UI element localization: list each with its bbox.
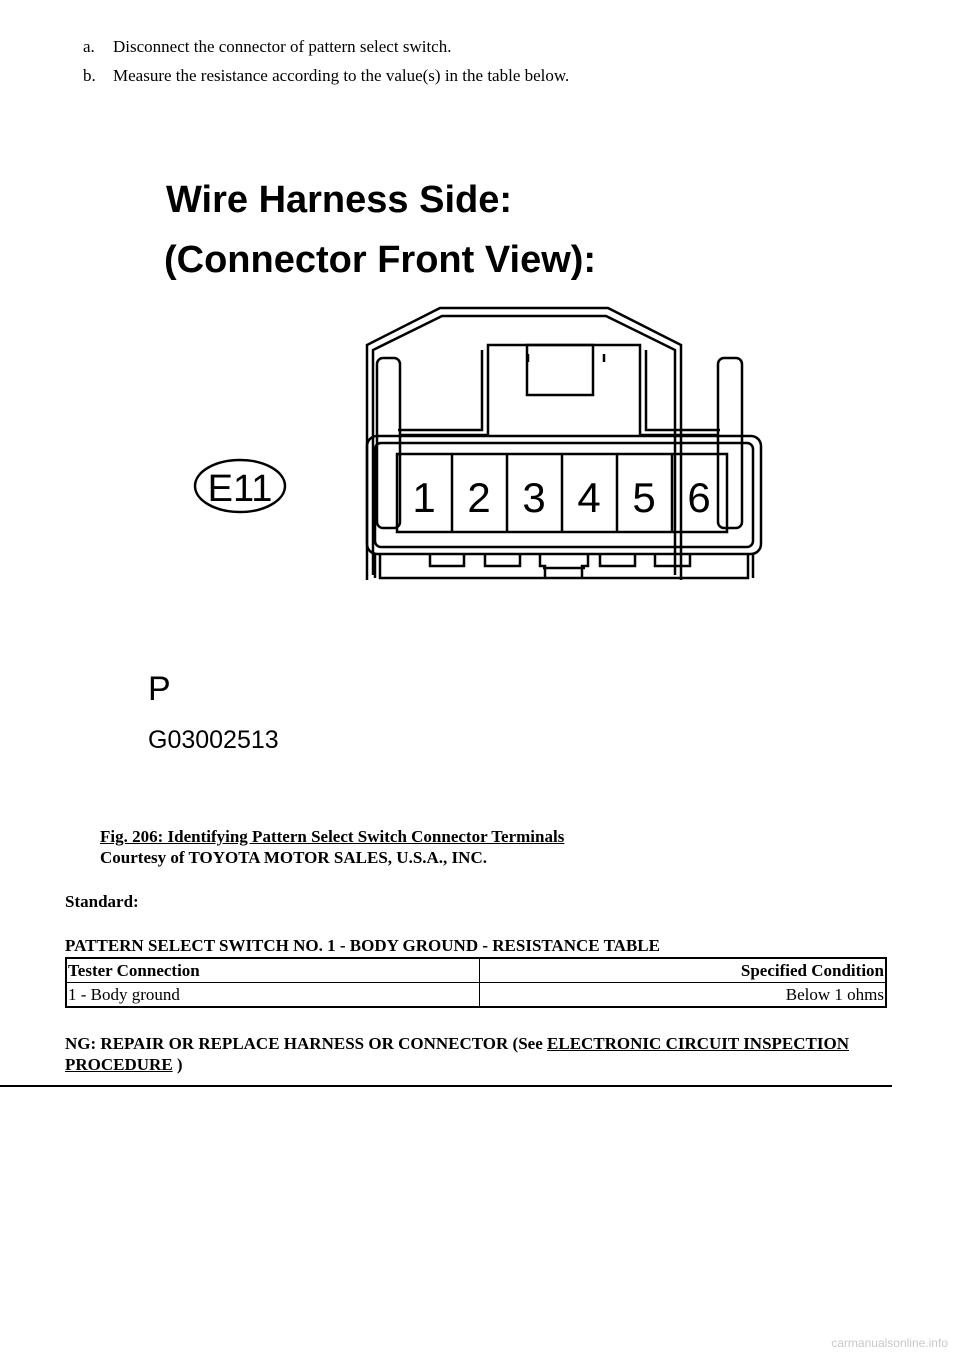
step-a <box>83 37 451 57</box>
cell-tester-connection: 1 - Body ground <box>66 983 480 1008</box>
connector-diagram <box>130 160 810 770</box>
bottom-label: P <box>148 670 171 708</box>
cell-specified-condition: Below 1 ohms <box>480 983 887 1008</box>
step-marker: b. <box>83 66 96 85</box>
table-header-row <box>66 958 886 983</box>
step-text: Disconnect the connector of pattern select switch. <box>113 37 452 56</box>
step-marker: a. <box>83 37 95 56</box>
connector-housing <box>367 308 761 580</box>
section-divider <box>0 1085 892 1087</box>
pin-label-2: 2 <box>467 474 491 521</box>
resistance-table <box>65 957 887 1008</box>
diagram-title-line1: Wire Harness Side: <box>166 179 513 221</box>
figure-caption-courtesy: Courtesy of TOYOTA MOTOR SALES, U.S.A., INC. <box>100 848 487 867</box>
header-specified-condition: Specified Condition <box>480 958 887 983</box>
pin-label-5: 5 <box>632 474 656 521</box>
pin-label-3: 3 <box>522 474 546 521</box>
electronic-circuit-inspection-link[interactable]: ELECTRONIC CIRCUIT INSPECTION PROCEDURE <box>65 1034 849 1074</box>
figure-code: G03002513 <box>148 726 279 754</box>
ng-prefix: NG: REPAIR OR REPLACE HARNESS OR CONNECTOR (See <box>65 1034 548 1053</box>
standard-label: Standard: <box>65 892 139 911</box>
ng-suffix: ) <box>172 1055 183 1074</box>
connector-id-label: E11 <box>207 468 273 510</box>
figure-caption-text: Fig. 206: Identifying Pattern Select Switch Connector Terminals <box>100 827 565 846</box>
step-text: Measure the resistance according to the value(s) in the table below. <box>113 66 570 85</box>
step-b <box>83 66 569 86</box>
figure-caption-title <box>100 826 564 847</box>
table-title: PATTERN SELECT SWITCH NO. 1 - BODY GROUND - RESISTANCE TABLE <box>65 936 660 955</box>
header-tester-connection: Tester Connection <box>66 958 480 983</box>
ng-instruction <box>65 1033 885 1075</box>
pin-label-6: 6 <box>687 474 711 521</box>
table-row <box>66 983 886 1008</box>
pin-label-1: 1 <box>412 474 436 521</box>
site-watermark: carmanualsonline.info <box>831 1336 948 1350</box>
diagram-title-line2: (Connector Front View): <box>164 239 597 281</box>
pin-row <box>397 454 727 532</box>
pin-label-4: 4 <box>577 474 601 521</box>
